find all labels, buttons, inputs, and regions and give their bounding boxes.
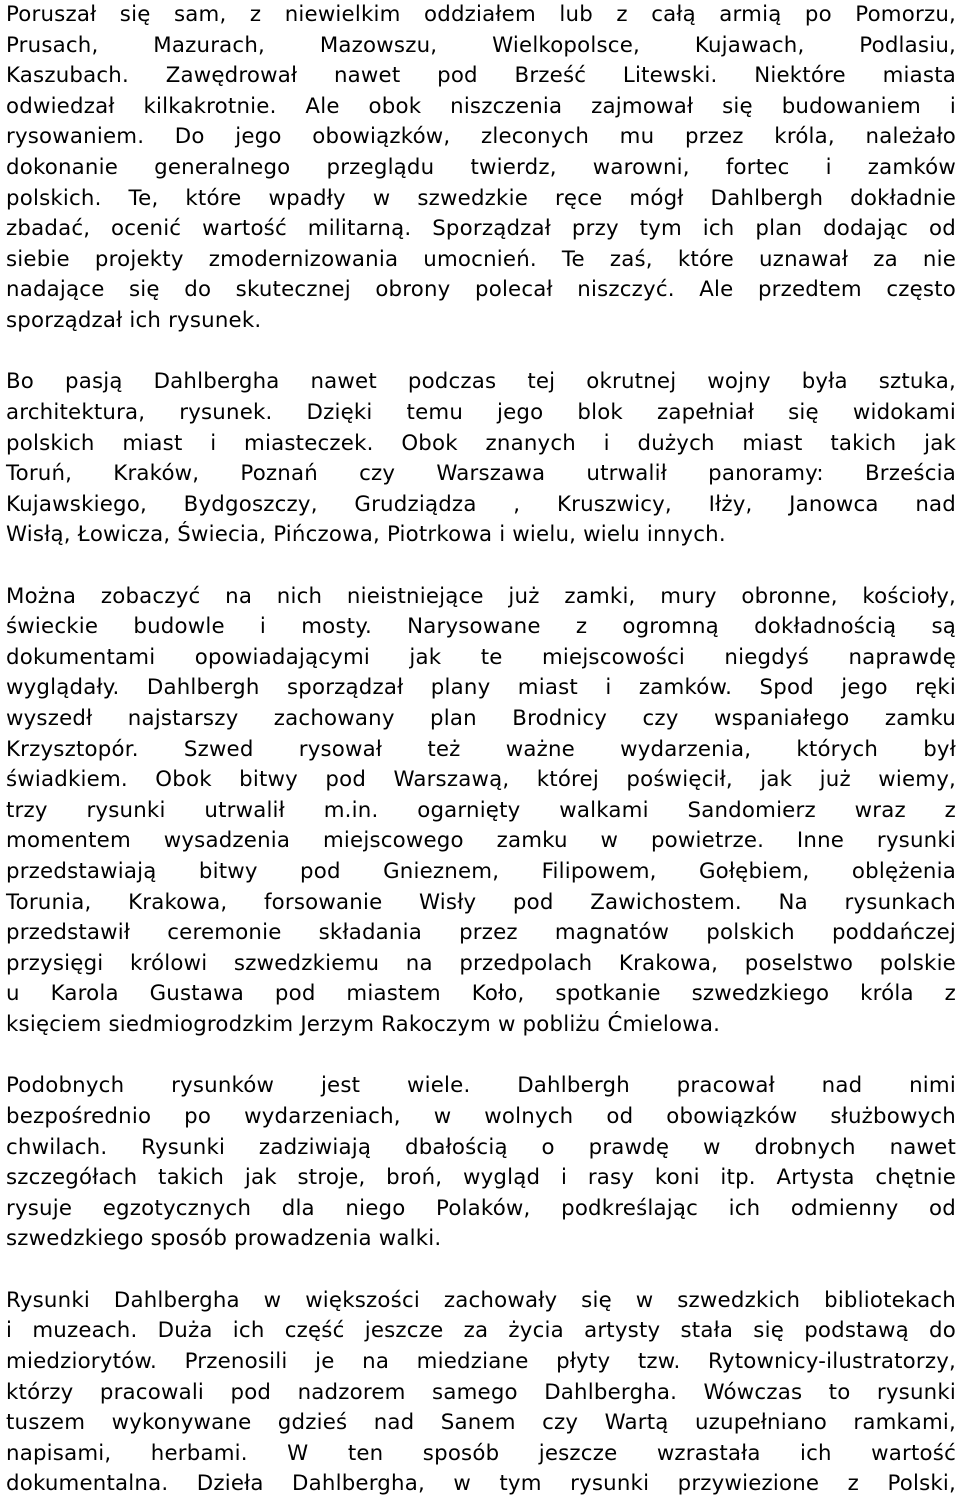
text-line: dokumentami opowiadającymi jak te miejscowości niegdyś naprawdę [6,644,956,670]
paragraph [6,0,956,337]
text-line: Toruń, Kraków, Poznań czy Warszawa utrwalił panoramy: Brześcia [6,461,956,487]
text-line: Wisłą, Łowicza, Świecia, Pińczowa, Piotrkowa i wielu, wielu innych. [6,522,726,548]
text-line: rysuje egzotycznych dla niego Polaków, podkreślając ich odmienny od [6,1195,956,1221]
text-line: Kujawskiego, Bydgoszczy, Grudziądza , Kruszwicy, Iłży, Janowca nad [6,491,956,517]
text-line: dokonanie generalnego przeglądu twierdz, warowni, fortec i zamków [6,154,956,180]
text-line: Rysunki Dahlbergha w większości zachowały się w szwedzkich bibliotekach [6,1287,956,1313]
text-line: Poruszał się sam, z niewielkim oddziałem lub z całą armią po Pomorzu, [6,2,956,27]
text-line: architektura, rysunek. Dzięki temu jego blok zapełniał się widokami [6,399,956,425]
text-line: polskich. Te, które wpadły w szwedzkie ręce mógł Dahlbergh dokładnie [6,185,956,211]
text-line: Można zobaczyć na nich nieistniejące już zamki, mury obronne, kościoły, [6,583,956,609]
text-line: księciem siedmiogrodzkim Jerzym Rakoczym w pobliżu Ćmielowa. [6,1012,721,1037]
text-line: tuszem wykonywane gdzieś nad Sanem czy Wartą uzupełniano ramkami, [6,1410,956,1436]
text-line: którzy pracowali pod nadzorem samego Dahlbergha. Wówczas to rysunki [6,1379,956,1405]
text-line: Torunia, Krakowa, forsowanie Wisły pod Zawichostem. Na rysunkach [6,889,956,915]
text-line: szczegółach takich jak stroje, broń, wygląd i rasy koni itp. Artysta chętnie [6,1165,956,1191]
text-line: napisami, herbami. W ten sposób jeszcze wzrastała ich wartość [6,1440,956,1466]
text-line: siebie projekty zmodernizowania umocnień. Te zaś, które uznawał za nie [6,246,956,272]
text-line: odwiedzał kilkakrotnie. Ale obok niszczenia zajmował się budowaniem i [6,93,956,119]
text-line: przysięgi królowi szwedzkiemu na przedpolach Krakowa, poselstwo polskie [6,950,956,976]
paragraph [6,1286,956,1500]
text-line: szwedzkiego sposób prowadzenia walki. [6,1226,442,1252]
text-line: świadkiem. Obok bitwy pod Warszawą, której poświęcił, jak już wiemy, [6,767,956,793]
text-line: świeckie budowle i mosty. Narysowane z ogromną dokładnością są [6,614,956,640]
paragraph [6,582,956,1041]
paragraph-spacer [6,551,956,582]
paragraph-spacer [6,1041,956,1072]
document-page [6,0,956,1500]
text-line: Bo pasją Dahlbergha nawet podczas tej okrutnej wojny była sztuka, [6,369,956,395]
paragraph-spacer [6,1255,956,1286]
text-line: i muzeach. Duża ich część jeszcze za życia artysty stała się podstawą do [6,1318,956,1344]
paragraph [6,1071,956,1255]
text-line: Podobnych rysunków jest wiele. Dahlbergh pracował nad nimi [6,1073,956,1099]
text-line: momentem wysadzenia miejscowego zamku w powietrze. Inne rysunki [6,828,956,854]
text-line: przedstawiają bitwy pod Gnieznem, Filipowem, Gołębiem, oblężenia [6,859,956,885]
text-line: przedstawił ceremonie składania przez magnatów polskich poddańczej [6,920,956,946]
text-line: chwilach. Rysunki zadziwiają dbałością o prawdę w drobnych nawet [6,1134,956,1160]
paragraph-spacer [6,337,956,368]
text-line: trzy rysunki utrwalił m.in. ogarnięty walkami Sandomierz wraz z [6,797,956,823]
text-line: wyszedł najstarszy zachowany plan Brodnicy czy wspaniałego zamku [6,706,956,732]
paragraph [6,367,956,551]
text-line: u Karola Gustawa pod miastem Koło, spotkanie szwedzkiego króla z [6,981,956,1007]
text-line: bezpośrednio po wydarzeniach, w wolnych od obowiązków służbowych [6,1103,956,1129]
text-line: polskich miast i miasteczek. Obok znanych i dużych miast takich jak [6,430,956,456]
text-line: wyglądały. Dahlbergh sporządzał plany miast i zamków. Spod jego ręki [6,675,956,701]
text-line: dokumentalna. Dzieła Dahlbergha, w tym rysunki przywiezione z Polski, [6,1471,956,1497]
text-line: rysowaniem. Do jego obowiązków, zleconych mu przez króla, należało [6,124,956,150]
text-line: Krzysztopór. Szwed rysował też ważne wydarzenia, których był [6,736,956,762]
text-line: Prusach, Mazurach, Mazowszu, Wielkopolsce, Kujawach, Podlasiu, [6,32,956,58]
text-line: nadające się do skutecznej obrony polecał niszczyć. Ale przedtem często [6,277,956,303]
text-line: Kaszubach. Zawędrował nawet pod Brześć Litewski. Niektóre miasta [6,63,956,89]
text-line: sporządzał ich rysunek. [6,307,262,333]
text-line: zbadać, ocenić wartość militarną. Sporządzał przy tym ich plan dodając od [6,216,956,242]
text-line: miedziorytów. Przenosili je na miedziane płyty tzw. Rytownicy-ilustratorzy, [6,1348,956,1374]
